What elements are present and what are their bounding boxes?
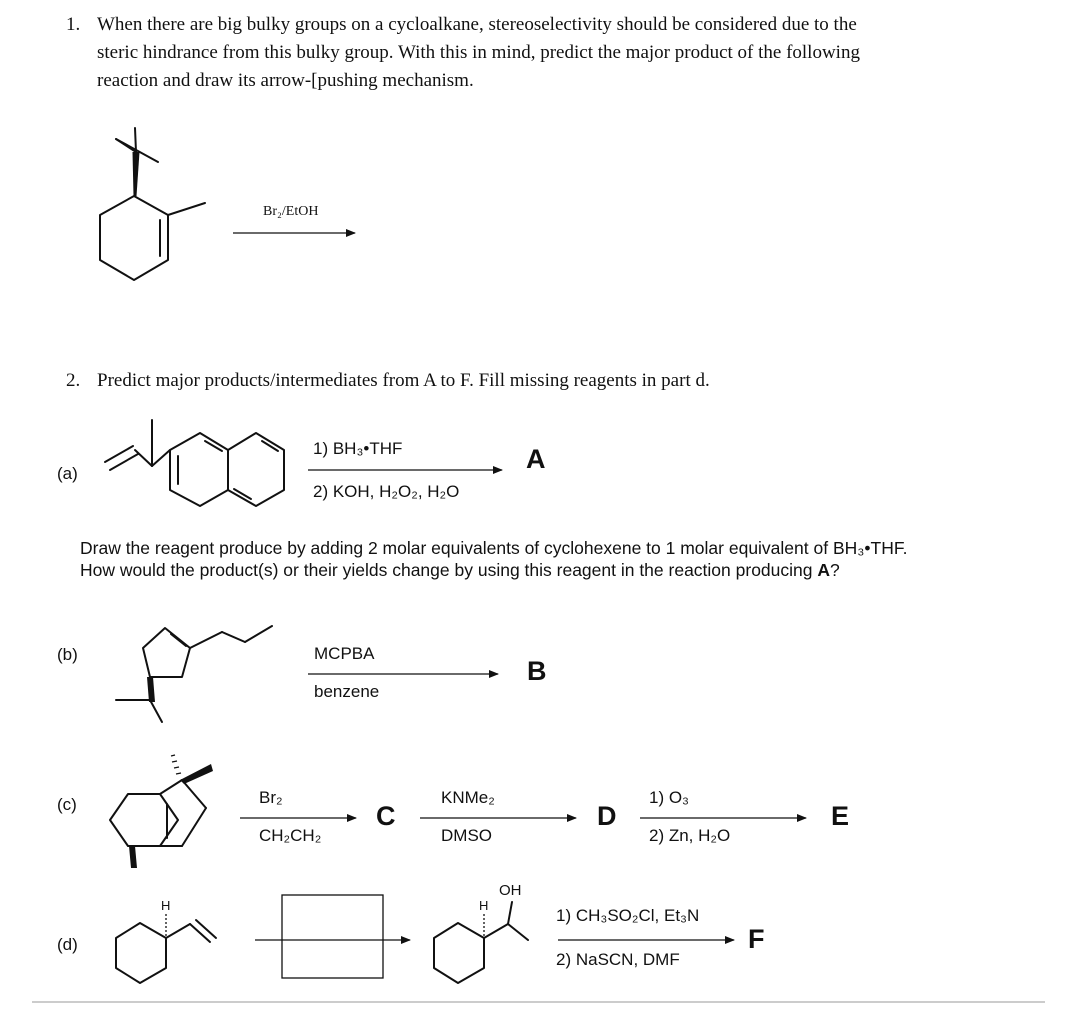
q1-line-3: reaction and draw its arrow-[pushing mechanism. bbox=[97, 70, 474, 91]
q1-line-2: steric hindrance from this bulky group. With this in mind, predict the major product of the following bbox=[97, 42, 860, 63]
a-reagent-top: 1) BH₃•THF bbox=[313, 439, 403, 458]
a-product: A bbox=[526, 444, 546, 474]
c-intermediate-C: C bbox=[376, 801, 396, 831]
q1-line-1: When there are big bulky groups on a cycloalkane, stereoselectivity should be considered due to the bbox=[97, 14, 857, 35]
b-reactant-structure bbox=[116, 626, 272, 722]
c-label: (c) bbox=[57, 795, 77, 814]
a-question-end: ? bbox=[830, 560, 840, 580]
d-missing-reagent-box[interactable] bbox=[282, 895, 383, 978]
a-question-line-2 bbox=[80, 559, 840, 581]
a-reactant-structure bbox=[105, 420, 284, 506]
q1-number: 1. bbox=[66, 14, 81, 35]
c-step2-bottom: DMSO bbox=[441, 826, 492, 845]
a-question-bold: A bbox=[817, 560, 830, 580]
d-label: (d) bbox=[57, 935, 78, 954]
q1-reactant-structure bbox=[100, 128, 205, 280]
c-reactant-structure bbox=[110, 755, 213, 868]
q2-number: 2. bbox=[66, 370, 81, 391]
d-alcohol-structure bbox=[434, 902, 528, 983]
b-reagent-bottom: benzene bbox=[314, 682, 380, 701]
d-h-label: H bbox=[161, 898, 171, 913]
d-oh-label: OH bbox=[499, 882, 522, 899]
a-reagent-bottom: 2) KOH, H₂O₂, H₂O bbox=[313, 482, 460, 501]
q1-reagent: Br₂/EtOH bbox=[263, 204, 319, 219]
b-label: (b) bbox=[57, 645, 78, 664]
b-product: B bbox=[527, 656, 547, 686]
d-h-label-2: H bbox=[479, 898, 489, 913]
d-reagent-top: 1) CH₃SO₂Cl, Et₃N bbox=[556, 906, 700, 925]
c-intermediate-D: D bbox=[597, 801, 617, 831]
c-step1-bottom: CH₂CH₂ bbox=[259, 826, 322, 845]
c-step3-top: 1) O₃ bbox=[649, 788, 689, 807]
c-step1-top: Br₂ bbox=[259, 788, 283, 807]
d-reagent-bottom: 2) NaSCN, DMF bbox=[556, 950, 680, 969]
q2-title: Predict major products/intermediates from A to F. Fill missing reagents in part d. bbox=[97, 370, 710, 391]
a-question-line-1: Draw the reagent produce by adding 2 molar equivalents of cyclohexene to 1 molar equivalent of BH₃•THF. bbox=[80, 538, 908, 558]
c-product-E: E bbox=[831, 801, 850, 831]
b-reagent-top: MCPBA bbox=[314, 644, 375, 663]
c-step3-bottom: 2) Zn, H₂O bbox=[649, 826, 731, 845]
a-question-line-2-text: How would the product(s) or their yields change by using this reagent in the reaction producing bbox=[80, 560, 818, 580]
c-step2-top: KNMe₂ bbox=[441, 788, 495, 807]
d-product-F: F bbox=[748, 924, 765, 954]
a-label: (a) bbox=[57, 464, 78, 483]
d-reactant-structure bbox=[116, 914, 216, 983]
